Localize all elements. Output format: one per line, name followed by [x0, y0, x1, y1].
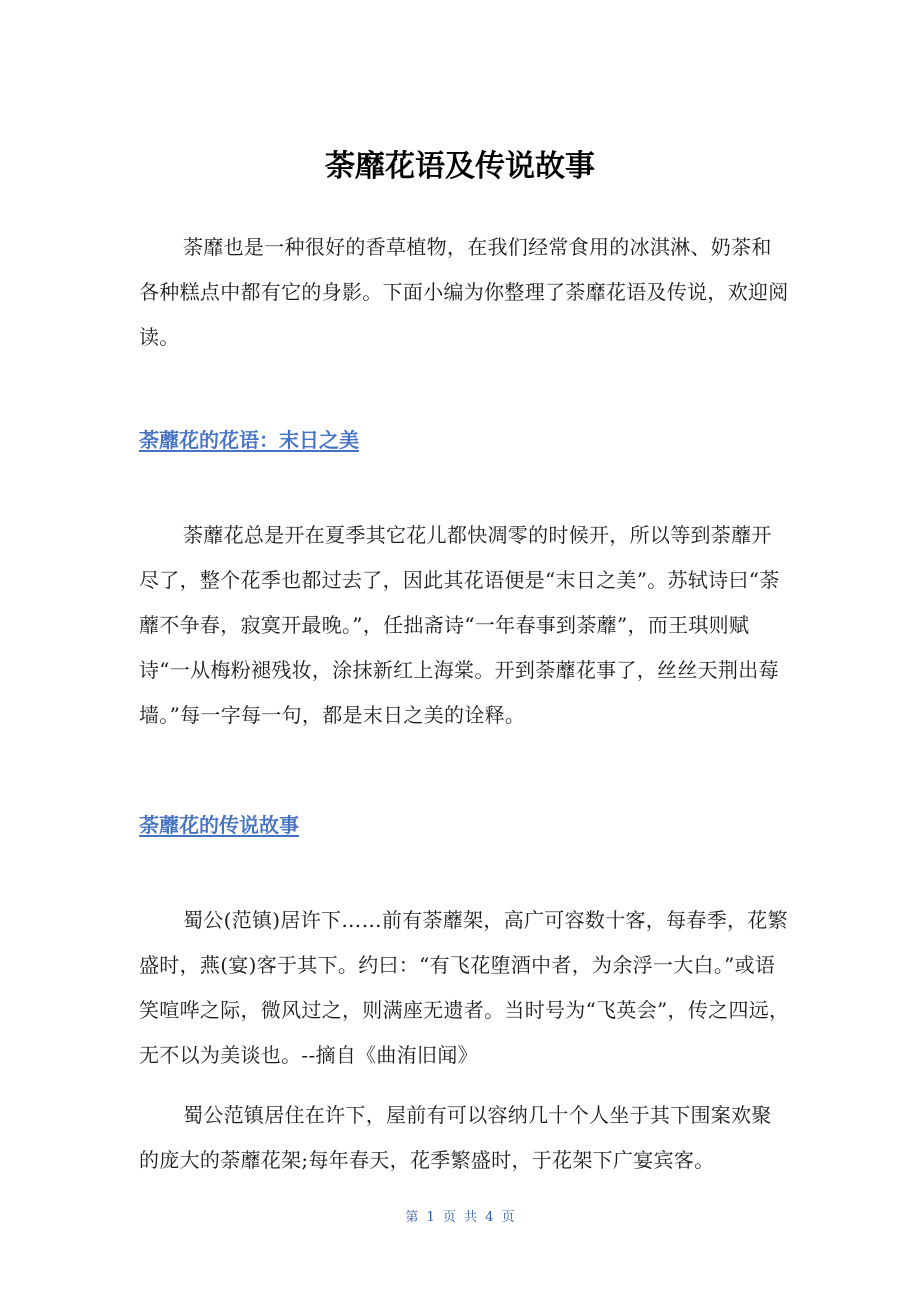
- intro-paragraph: [139, 225, 791, 360]
- legend-text-2: 蜀公范镇居住在许下，屋前有可以容纳几十个人坐于其下围案欢聚的庞大的荼蘼花架;每年春天，花季繁盛时，于花架下广宴宾客。: [139, 1103, 772, 1172]
- legend-text-1: 蜀公(范镇)居许下……前有荼蘼架，高广可容数十客，每春季，花繁盛时，燕(宴)客于其下。约曰：“有飞花堕酒中者，为余浮一大白。”或语笑喧哗之际，微风过之，则满座无遗者。当时号为“飞英会”，传之四远，无不以为美谈也。--摘自《曲洧旧闻》: [139, 908, 790, 1067]
- flower-language-text: 荼蘼花总是开在夏季其它花儿都快凋零的时候开，所以等到荼蘼开尽了，整个花季也都过去了，因此其花语便是“末日之美”。苏轼诗曰“荼蘼不争春，寂寞开最晚。”，任拙斋诗“一年春事到荼蘼”，而王琪则赋诗“一从梅粉褪残妆，涂抹新红上海棠。开到荼蘼花事了，丝丝天荆出莓墙。”每一字每一句，都是末日之美的诠释。: [139, 523, 780, 727]
- legend-paragraph-2: [139, 1093, 791, 1183]
- section-heading-legend[interactable]: 荼蘼花的传说故事: [139, 813, 299, 837]
- intro-text: 荼靡也是一种很好的香草植物，在我们经常食用的冰淇淋、奶茶和各种糕点中都有它的身影。下面小编为你整理了荼靡花语及传说，欢迎阅读。: [139, 235, 789, 349]
- section-heading-flower-language[interactable]: 荼蘼花的花语：末日之美: [139, 428, 359, 452]
- flower-language-paragraph: [139, 513, 791, 738]
- page-title: 荼靡花语及传说故事: [325, 149, 595, 184]
- legend-paragraph-1: [139, 898, 791, 1078]
- page-number-footer: 第 1 页 共 4 页: [405, 1210, 515, 1225]
